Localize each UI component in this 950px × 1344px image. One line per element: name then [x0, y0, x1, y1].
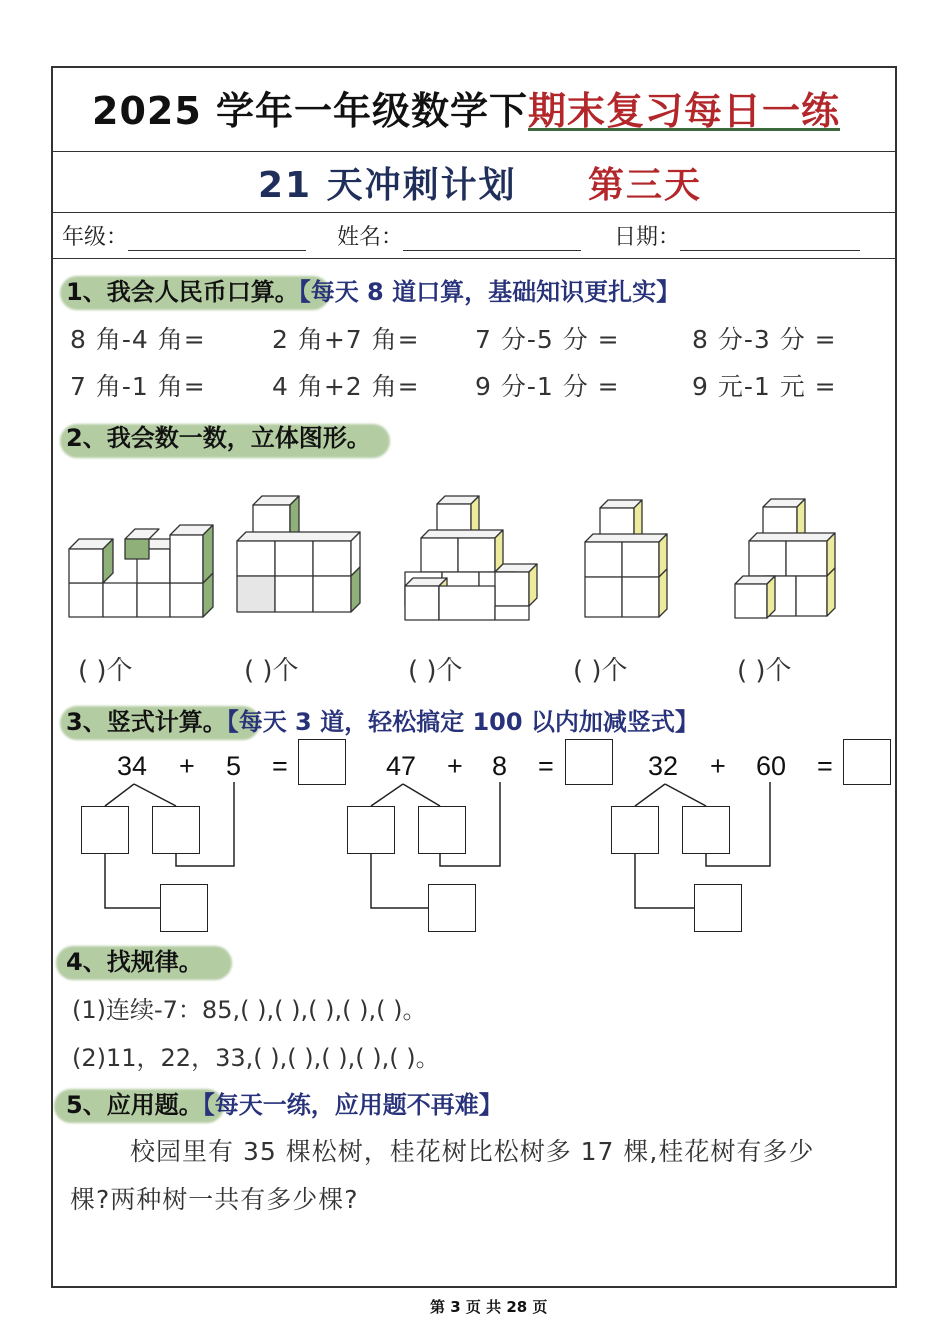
pattern-slot[interactable]: ( ): [240, 996, 267, 1024]
operand-a: 32: [648, 751, 679, 781]
pattern-slot[interactable]: ( ): [342, 996, 369, 1024]
answer-blank[interactable]: ( )个: [573, 656, 628, 686]
pattern-slot[interactable]: ( ): [274, 996, 301, 1024]
pattern-line-2: (2)11，22，33,( ),( ),( ),( ),( )。: [72, 1044, 440, 1072]
date-field[interactable]: 日期：: [614, 220, 860, 251]
result-box[interactable]: [298, 739, 346, 785]
cube-figures: [55, 490, 885, 640]
pattern-slot[interactable]: ( ): [376, 996, 403, 1024]
split-box[interactable]: [347, 806, 395, 854]
name-field[interactable]: 姓名：: [337, 220, 581, 251]
cube-figure-5: [735, 499, 835, 618]
split-box[interactable]: [611, 806, 659, 854]
pattern-slot[interactable]: ( ): [389, 1044, 416, 1072]
result-box[interactable]: [843, 739, 891, 785]
operator: +: [179, 751, 195, 781]
result-box[interactable]: [565, 739, 613, 785]
section-5-title: 5、应用题。【每天一练，应用题不再难】: [66, 1091, 503, 1119]
section-1-title: 1、我会人民币口算。【每天 8 道口算，基础知识更扎实】: [66, 278, 681, 306]
pattern-slot[interactable]: ( ): [321, 1044, 348, 1072]
operator: +: [710, 751, 726, 781]
plan-subtitle: 21 天冲刺计划: [258, 165, 517, 206]
pattern-slot[interactable]: ( ): [287, 1044, 314, 1072]
sum-box[interactable]: [160, 884, 208, 932]
split-box[interactable]: [418, 806, 466, 854]
equals-sign: =: [272, 751, 288, 781]
divider: [51, 212, 897, 213]
equals-sign: =: [817, 751, 833, 781]
answer-blank[interactable]: ( )个: [78, 656, 133, 686]
sum-box[interactable]: [428, 884, 476, 932]
page-title: 2025 学年一年级数学下期末复习每日一练: [92, 89, 841, 133]
pattern-line-1: (1)连续-7：85,( ),( ),( ),( ),( )。: [72, 996, 427, 1024]
calc-item: 7 分-5 分 =: [475, 325, 620, 354]
cube-figure-2: [237, 496, 360, 612]
operator: +: [447, 751, 463, 781]
calc-item: 4 角+2 角=: [272, 372, 420, 401]
split-box[interactable]: [152, 806, 200, 854]
answer-blank[interactable]: ( )个: [408, 656, 463, 686]
cube-figure-4: [585, 500, 667, 617]
grade-field[interactable]: 年级：: [62, 220, 306, 251]
split-box[interactable]: [81, 806, 129, 854]
operand-b: 5: [226, 751, 242, 781]
calc-item: 7 角-1 角=: [70, 372, 206, 401]
equals-sign: =: [538, 751, 554, 781]
operand-a: 34: [117, 751, 148, 781]
pattern-slot[interactable]: ( ): [308, 996, 335, 1024]
section-3-title: 3、竖式计算。【每天 3 道，轻松搞定 100 以内加减竖式】: [66, 708, 699, 736]
operand-b: 60: [756, 751, 787, 781]
section-2-title: 2、我会数一数，立体图形。: [66, 424, 371, 452]
calc-item: 8 分-3 分 =: [692, 325, 837, 354]
operand-b: 8: [492, 751, 508, 781]
section-4-title: 4、找规律。: [66, 948, 203, 976]
cube-figure-3: [405, 496, 537, 620]
answer-blank[interactable]: ( )个: [737, 656, 792, 686]
split-box[interactable]: [682, 806, 730, 854]
pattern-slot[interactable]: ( ): [253, 1044, 280, 1072]
word-problem-line-1: 校园里有 35 棵松树，桂花树比松树多 17 棵,桂花树有多少: [130, 1137, 815, 1166]
pattern-slot[interactable]: ( ): [355, 1044, 382, 1072]
answer-blank[interactable]: ( )个: [244, 656, 299, 686]
divider: [51, 151, 897, 152]
word-problem-line-2: 棵?两种树一共有多少棵?: [70, 1185, 359, 1214]
calc-item: 8 角-4 角=: [70, 325, 206, 354]
day-label: 第三天: [588, 165, 703, 206]
cube-figure-1: [69, 525, 213, 617]
calc-item: 9 分-1 分 =: [475, 372, 620, 401]
calc-item: 2 角+7 角=: [272, 325, 420, 354]
page-title-highlight: 期末复习每日一练: [528, 89, 841, 133]
operand-a: 47: [386, 751, 417, 781]
divider: [51, 258, 897, 259]
sum-box[interactable]: [694, 884, 742, 932]
calc-item: 9 元-1 元 =: [692, 372, 837, 401]
page-number: 第 3 页 共 28 页: [430, 1298, 548, 1316]
